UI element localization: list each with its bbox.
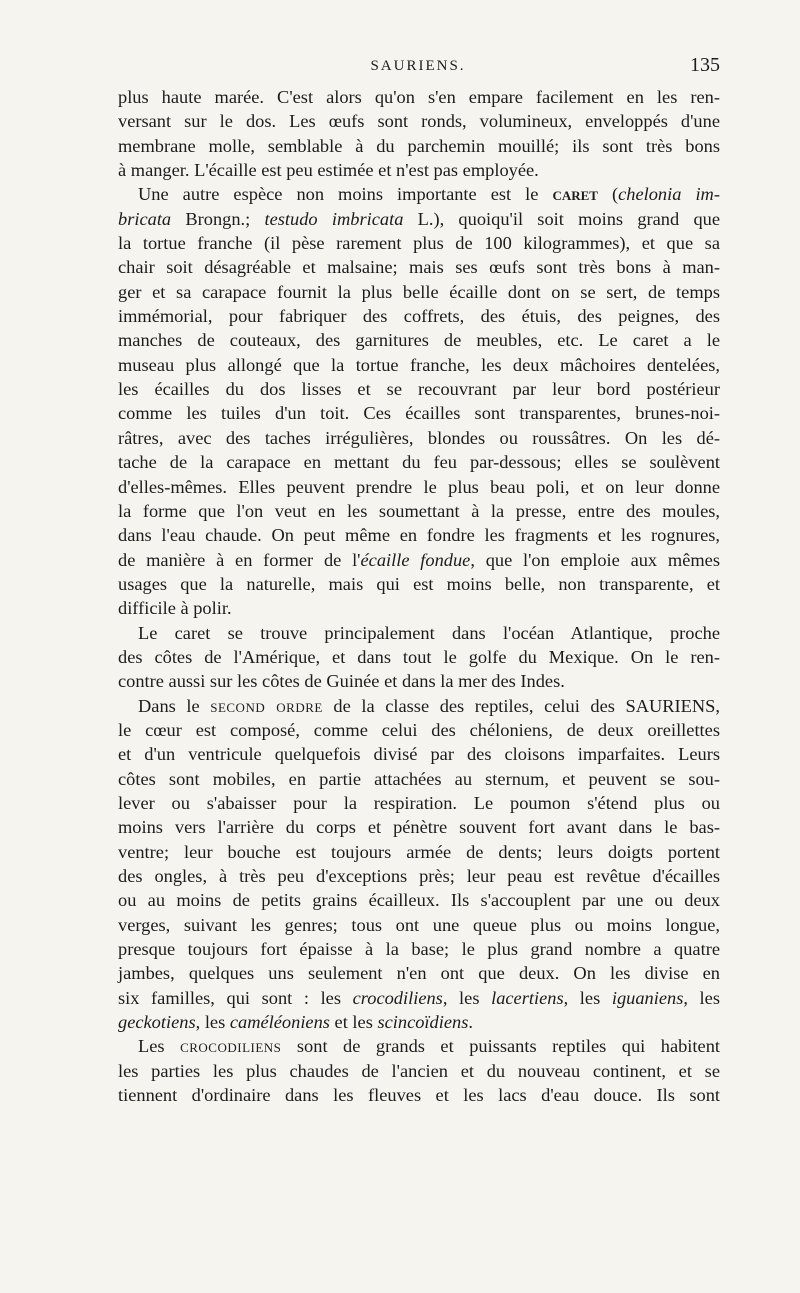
text-run: les parties les plus chaudes de l'ancien et du nouveau continent, et se: [118, 1060, 720, 1081]
text-run: ou au moins de petits grains écailleux. Ils s'accouplent par une ou deux: [118, 890, 720, 911]
text-line: [118, 767, 720, 791]
emphasis-term: caret: [552, 184, 598, 205]
text-line: [118, 840, 720, 864]
text-line: [118, 718, 720, 742]
text-run: (: [597, 184, 619, 205]
text-run: ventre; leur bouche est toujours armée de dents; leurs doigts portent: [118, 841, 720, 862]
text-run: presque toujours fort épaisse à la base; le plus grand nombre a quatre: [118, 939, 720, 960]
italic-term: bricata: [118, 208, 172, 229]
text-run: les écailles du dos lisses et se recouvrant par leur bord postérieur: [118, 379, 720, 400]
text-line: [118, 1034, 720, 1058]
text-run: Les: [138, 1036, 181, 1057]
italic-term: iguaniens: [611, 987, 684, 1008]
text-line: [118, 182, 720, 206]
text-run: .: [468, 1012, 473, 1033]
text-line: [118, 353, 720, 377]
text-run: le cœur est composé, comme celui des chéloniens, de deux oreillettes: [118, 719, 720, 740]
text-run: lever ou s'abaisser pour la respiration. Le poumon s'étend plus ou: [118, 792, 720, 813]
text-run: versant sur le dos. Les œufs sont ronds, volumineux, enveloppés d'une: [118, 111, 720, 132]
text-run: la tortue franche (il pèse rarement plus de 100 kilogrammes), et que sa: [118, 233, 720, 254]
text-run: , les: [683, 987, 720, 1008]
italic-term: caméléoniens: [229, 1012, 330, 1033]
text-run: de manière à en former de l': [118, 549, 361, 570]
text-run: et d'un ventricule quelquefois divisé par des cloisons imparfaites. Leurs: [118, 744, 720, 765]
text-run: manches de couteaux, des garnitures de meubles, etc. Le caret a le: [118, 330, 720, 351]
text-line: [118, 1083, 720, 1107]
text-run: et les: [329, 1012, 378, 1033]
text-line: [118, 304, 720, 328]
text-run: L.), quoiqu'il soit moins grand que: [403, 208, 720, 229]
text-line: [118, 937, 720, 961]
text-line: [118, 913, 720, 937]
text-run: membrane molle, semblable à du parchemin mouillé; ils sont très bons: [118, 135, 720, 156]
text-line: [118, 815, 720, 839]
running-head: SAURIENS.: [370, 58, 466, 74]
text-run: Une autre espèce non moins importante est le: [138, 184, 553, 205]
text-run: , que l'on emploie aux mêmes: [470, 549, 720, 570]
text-line: [118, 791, 720, 815]
text-run: chair soit désagréable et malsaine; mais ses œufs sont très bons à man-: [118, 257, 720, 278]
text-run: Brongn.;: [171, 208, 265, 229]
text-run: des côtes de l'Amérique, et dans tout le golfe du Mexique. On le ren-: [118, 646, 720, 667]
body-text: [118, 85, 720, 1107]
text-line: [118, 572, 720, 596]
text-line: [118, 85, 720, 109]
text-run: râtres, avec des taches irrégulières, blondes ou roussâtres. On les dé-: [118, 427, 720, 448]
text-run: plus haute marée. C'est alors qu'on s'en empare facilement en les ren-: [118, 87, 720, 107]
text-line: [118, 207, 720, 231]
text-run: immémorial, pour fabriquer des coffrets, des étuis, des peignes, des: [118, 306, 720, 327]
text-run: museau plus allongé que la tortue franche, les deux mâchoires dentelées,: [118, 354, 720, 375]
italic-term: lacertiens: [491, 987, 564, 1008]
text-line: [118, 231, 720, 255]
italic-term: écaille fondue: [360, 549, 471, 570]
text-run: , les: [563, 987, 612, 1008]
emphasis-term: second ordre: [210, 695, 323, 716]
page-number: 135: [690, 54, 720, 76]
text-run: tiennent d'ordinaire dans les fleuves et les lacs d'eau douce. Ils sont: [118, 1085, 720, 1106]
text-run: six familles, qui sont : les: [118, 987, 353, 1008]
text-line: [118, 986, 720, 1010]
page-header: [116, 52, 720, 80]
text-run: à manger. L'écaille est peu estimée et n'est pas employée.: [118, 160, 539, 181]
italic-term: crocodiliens: [352, 987, 443, 1008]
text-run: côtes sont mobiles, en partie attachées au sternum, et peuvent se sou-: [118, 768, 720, 789]
text-run: verges, suivant les genres; tous ont une queue plus ou moins longue,: [118, 914, 720, 935]
text-line: [118, 621, 720, 645]
text-run: contre aussi sur les côtes de Guinée et dans la mer des Indes.: [118, 671, 565, 692]
text-line: [118, 426, 720, 450]
text-line: [118, 523, 720, 547]
text-line: [118, 328, 720, 352]
text-run: la forme que l'on veut en les soumettant à la presse, entre des moules,: [118, 500, 720, 521]
text-line: [118, 1010, 720, 1034]
text-run: sont de grands et puissants reptiles qui habitent: [281, 1036, 720, 1057]
text-run: de la classe des reptiles, celui des SAURIENS,: [322, 695, 720, 716]
text-line: [118, 694, 720, 718]
emphasis-term: crocodiliens: [180, 1036, 282, 1057]
text-line: [118, 280, 720, 304]
text-line: [118, 475, 720, 499]
text-line: [118, 401, 720, 425]
text-run: d'elles-mêmes. Elles peuvent prendre le plus beau poli, et on leur donne: [118, 476, 720, 497]
text-line: [118, 158, 720, 182]
text-line: [118, 377, 720, 401]
text-run: dans l'eau chaude. On peut même en fondre les fragments et les rognures,: [118, 525, 720, 546]
text-line: [118, 109, 720, 133]
text-run: comme les tuiles d'un toit. Ces écailles sont transparentes, brunes-noi-: [118, 403, 720, 424]
text-run: tache de la carapace en mettant du feu par-dessous; elles se soulèvent: [118, 452, 720, 473]
text-line: [118, 255, 720, 279]
text-line: [118, 645, 720, 669]
italic-term: testudo imbricata: [264, 208, 404, 229]
italic-term: scincoïdiens: [377, 1012, 469, 1033]
text-run: Dans le: [138, 695, 211, 716]
text-run: Le caret se trouve principalement dans l'océan Atlantique, proche: [138, 622, 720, 643]
text-line: [118, 134, 720, 158]
text-line: [118, 450, 720, 474]
text-line: [118, 864, 720, 888]
text-line: [118, 596, 720, 620]
text-line: [118, 1059, 720, 1083]
text-line: [118, 548, 720, 572]
text-run: jambes, quelques uns seulement n'en ont que deux. On les divise en: [118, 963, 720, 984]
text-line: [118, 961, 720, 985]
text-run: usages que la naturelle, mais qui est moins belle, non transparente, et: [118, 573, 720, 594]
text-run: , les: [195, 1012, 230, 1033]
text-run: , les: [442, 987, 492, 1008]
text-run: moins vers l'arrière du corps et pénètre souvent fort avant dans le bas-: [118, 817, 720, 838]
text-line: [118, 499, 720, 523]
text-run: difficile à polir.: [118, 598, 232, 619]
italic-term: geckotiens: [118, 1012, 196, 1033]
text-run: des ongles, à très peu d'exceptions près; leur peau est revêtue d'écailles: [118, 866, 720, 886]
italic-term: chelonia im-: [618, 184, 720, 205]
text-line: [118, 742, 720, 766]
text-line: [118, 669, 720, 693]
text-run: ger et sa carapace fournit la plus belle écaille dont on se sert, de temps: [118, 281, 720, 302]
text-line: [118, 888, 720, 912]
